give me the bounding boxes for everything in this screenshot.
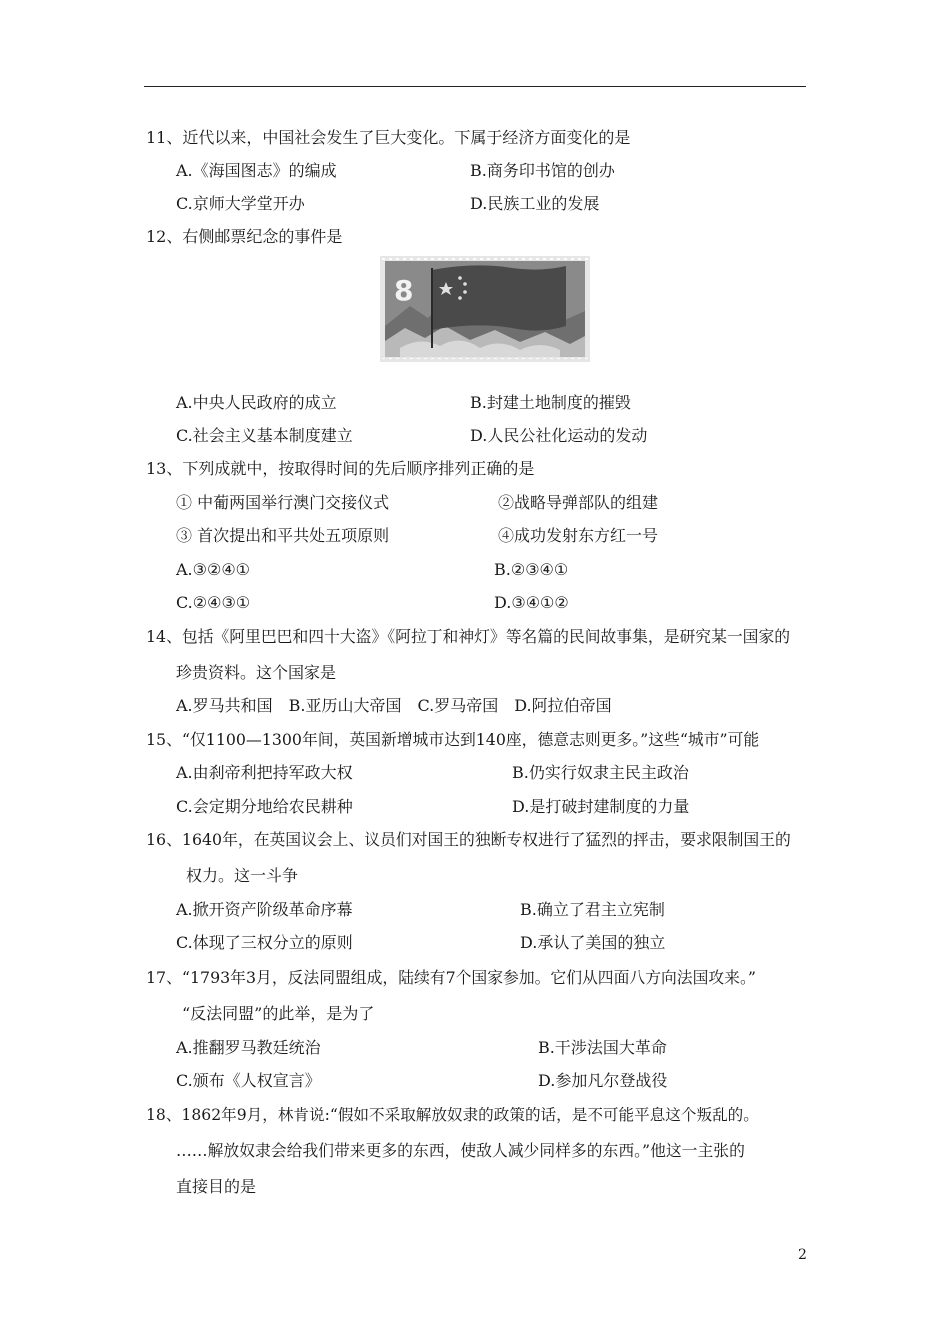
- q12-option-c: C.社会主义基本制度建立: [176, 426, 353, 445]
- q11-option-d: D.民族工业的发展: [470, 194, 600, 213]
- q13-stem: 13、下列成就中，按取得时间的先后顺序排列正确的是: [146, 459, 535, 478]
- page-number: 2: [798, 1247, 807, 1263]
- q18-stem-line-2: ……解放奴隶会给我们带来更多的东西，使敌人减少同样多的东西。”他这一主张的: [176, 1141, 745, 1160]
- q13-item-1: ① 中葡两国举行澳门交接仪式: [176, 493, 390, 512]
- q15-option-b: B.仍实行奴隶主民主政治: [512, 763, 689, 782]
- q14-stem-line-2: 珍贵资料。这个国家是: [176, 663, 337, 682]
- header-rule: [144, 86, 806, 87]
- q18-stem-line-3: 直接目的是: [176, 1177, 257, 1196]
- q12-option-a: A.中央人民政府的成立: [176, 393, 337, 412]
- q16-option-b: B.确立了君主立宪制: [520, 900, 665, 919]
- q11-option-a: A.《海国图志》的编成: [176, 161, 337, 180]
- q11-stem: 11、近代以来，中国社会发生了巨大变化。下属于经济方面变化的是: [146, 128, 631, 147]
- q16-option-d: D.承认了美国的独立: [520, 933, 666, 952]
- commemorative-stamp-image: [380, 256, 590, 362]
- q18-stem-line-1: 18、1862年9月，林肯说:“假如不采取解放奴隶的政策的话，是不可能平息这个叛乱的。: [146, 1106, 759, 1124]
- q12-stem: 12、右侧邮票纪念的事件是: [146, 227, 343, 246]
- q16-option-c: C.体现了三权分立的原则: [176, 933, 353, 952]
- q12-option-b: B.封建土地制度的摧毁: [470, 393, 631, 412]
- q13-option-d: D.③④①②: [494, 593, 569, 612]
- q15-option-c: C.会定期分地给农民耕种: [176, 797, 353, 816]
- q17-option-c: C.颁布《人权宣言》: [176, 1071, 321, 1090]
- q17-option-b: B.干涉法国大革命: [538, 1038, 667, 1057]
- q16-stem-line-2: 权力。这一斗争: [186, 866, 299, 885]
- q17-stem-line-2: “反法同盟”的此举，是为了: [182, 1004, 375, 1023]
- q11-option-b: B.商务印书馆的创办: [470, 161, 615, 180]
- q16-option-a: A.掀开资产阶级革命序幕: [176, 900, 353, 919]
- q15-stem: 15、“仅1100—1300年间，英国新增城市达到140座，德意志则更多。”这些“城市”可能: [146, 730, 760, 749]
- stamp-denomination: 8: [394, 274, 414, 307]
- q13-item-4: ④成功发射东方红一号: [498, 526, 659, 545]
- q17-stem-line-1: 17、“1793年3月，反法同盟组成，陆续有7个国家参加。它们从四面八方向法国攻来。”: [146, 968, 756, 987]
- q15-option-d: D.是打破封建制度的力量: [512, 797, 690, 816]
- q15-option-a: A.由刹帝利把持军政大权: [176, 763, 353, 782]
- q16-stem-line-1: 16、1640年，在英国议会上、议员们对国王的独断专权进行了猛烈的抨击，要求限制国王的: [146, 830, 791, 849]
- q13-item-2: ②战略导弹部队的组建: [498, 493, 659, 512]
- q17-option-a: A.推翻罗马教廷统治: [176, 1038, 321, 1057]
- q13-option-a: A.③②④①: [176, 560, 251, 579]
- q13-item-3: ③ 首次提出和平共处五项原则: [176, 526, 390, 545]
- q11-option-c: C.京师大学堂开办: [176, 194, 305, 213]
- q13-option-c: C.②④③①: [176, 593, 251, 612]
- q17-option-d: D.参加凡尔登战役: [538, 1071, 668, 1090]
- q14-stem-line-1: 14、包括《阿里巴巴和四十大盗》《阿拉丁和神灯》等名篇的民间故事集，是研究某一国家的: [146, 627, 791, 646]
- q12-option-d: D.人民公社化运动的发动: [470, 426, 648, 445]
- q14-options: A.罗马共和国 B.亚历山大帝国 C.罗马帝国 D.阿拉伯帝国: [176, 696, 612, 715]
- q13-option-b: B.②③④①: [494, 560, 569, 579]
